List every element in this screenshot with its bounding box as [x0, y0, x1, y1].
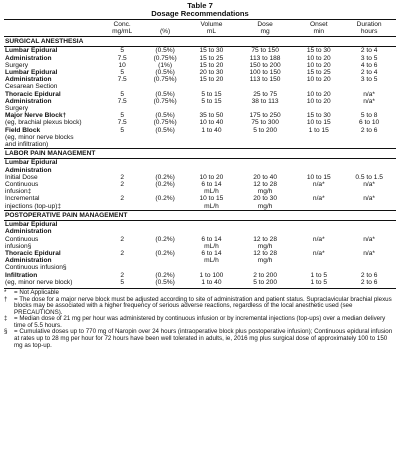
cell-duration	[342, 243, 396, 250]
cell-volume: 5 to 15	[201, 90, 222, 98]
cell-volume: 5 to 15	[201, 97, 222, 105]
cell-conc-pct	[142, 134, 188, 141]
row-label: (eg, minor nerve blocks	[5, 133, 74, 141]
table-row	[4, 55, 396, 62]
cell-conc-mgml	[102, 141, 142, 149]
row-label: Continuous	[5, 235, 39, 243]
cell-volume: 1 to 40	[201, 278, 222, 286]
cell-conc-mgml: 2	[120, 271, 124, 279]
table-row	[4, 127, 396, 134]
cell-volume	[188, 105, 235, 112]
header-conc-pct: (%)	[142, 19, 188, 36]
cell-onset: 10 to 20	[306, 61, 331, 69]
cell-dose	[235, 134, 295, 141]
cell-dose: 38 to 113	[251, 97, 279, 105]
cell-volume: 6 to 14	[201, 181, 222, 189]
section-header	[4, 37, 396, 47]
table-row	[4, 243, 396, 250]
cell-conc-pct	[142, 83, 188, 90]
table-row	[4, 105, 396, 112]
cell-conc-pct: (0.75%)	[153, 119, 177, 127]
table-row	[4, 134, 396, 141]
cell-dose	[235, 83, 295, 90]
cell-onset	[295, 134, 342, 141]
cell-volume	[188, 159, 235, 174]
cell-duration: n/a*	[363, 97, 375, 105]
cell-conc-mgml	[102, 264, 142, 271]
cell-conc-pct: (0.75%)	[153, 76, 177, 84]
table-row	[4, 119, 396, 126]
header-dose: Dose mg	[235, 19, 295, 36]
cell-volume: 15 to 25	[199, 54, 224, 62]
cell-conc-pct	[142, 188, 188, 195]
header-conc-mgml: Conc. mg/mL	[102, 19, 142, 36]
footnote-symbol: †	[4, 295, 8, 303]
cell-onset: n/a*	[312, 195, 325, 203]
table-subtitle: Dosage Recommendations	[151, 9, 249, 19]
cell-volume: 10 to 15	[199, 195, 224, 203]
cell-conc-pct	[142, 159, 188, 174]
row-label: Thoracic Epidural	[5, 249, 61, 257]
cell-duration: 0.5 to 1.5	[355, 173, 383, 181]
cell-volume: 1 to 40	[201, 126, 222, 134]
cell-conc-mgml	[102, 159, 142, 174]
cell-conc-mgml	[102, 203, 142, 211]
row-label: Administration	[5, 257, 52, 265]
cell-volume: mL/h	[204, 202, 219, 210]
cell-duration	[342, 134, 396, 141]
row-label: infusion‡	[5, 188, 32, 196]
cell-conc-pct: (0.2%)	[155, 173, 175, 181]
table-row	[4, 221, 396, 236]
row-label: Surgery	[5, 105, 29, 113]
row-label: Major Nerve Block†	[5, 112, 67, 120]
footnote-symbol: ‡	[4, 315, 8, 323]
cell-duration: n/a*	[363, 195, 375, 203]
footnote-text: = Median dose of 21 mg per hour was administered by continuous infusion or by incremental injections (top-ups) over a median delivery time of 5.5 hours.	[14, 315, 386, 329]
table-row	[4, 159, 396, 174]
table-row	[4, 264, 396, 271]
cell-conc-pct	[142, 141, 188, 149]
cell-conc-mgml: 2	[120, 235, 124, 243]
cell-duration: 2 to 6	[360, 271, 378, 279]
row-label: Infiltration	[5, 271, 38, 279]
cell-volume	[188, 83, 235, 90]
cell-dose: 150 to 200	[249, 61, 281, 69]
cell-onset: 1 to 5	[310, 278, 328, 286]
cell-dose: 5 to 200	[253, 278, 278, 286]
row-label: Thoracic Epidural	[5, 90, 61, 98]
cell-dose: mg/h	[257, 202, 273, 210]
table-row	[4, 236, 396, 243]
table-title: Table 7	[187, 1, 213, 10]
cell-onset	[295, 203, 342, 211]
cell-volume: mL/h	[204, 188, 219, 196]
table-row	[4, 257, 396, 264]
table-row	[4, 83, 396, 90]
cell-duration: 6 to 10	[359, 119, 380, 127]
header-blank	[4, 19, 102, 36]
footnote-text: = Not Applicable	[14, 288, 59, 296]
cell-duration	[342, 188, 396, 195]
cell-duration: 2 to 6	[360, 278, 378, 286]
cell-volume: 35 to 50	[199, 112, 224, 120]
cell-duration: 3 to 5	[360, 76, 378, 84]
row-label: Administration	[5, 97, 52, 105]
row-label: Initial Dose	[5, 173, 38, 181]
table-row	[4, 98, 396, 105]
cell-conc-mgml: 7.5	[117, 119, 127, 127]
row-label: Incremental	[5, 195, 40, 203]
table-titles	[4, 2, 396, 19]
cell-duration	[342, 264, 396, 271]
footnotes	[4, 288, 396, 349]
row-label: Lumbar Epidural	[5, 47, 58, 55]
cell-conc-mgml: 5	[120, 126, 124, 134]
footnote-text: = The dose for a major nerve block must be adjusted according to site of administration and patient status. Supraclavicular brachial plexus blocks may be associated with a higher frequency of serious adverse reactions, regardless of the local anesthetic used (see PRECAUTIONS).	[14, 295, 392, 316]
table-row	[4, 279, 396, 286]
cell-duration: n/a*	[363, 249, 375, 257]
cell-duration: 2 to 6	[360, 126, 378, 134]
cell-duration: 2 to 4	[360, 69, 378, 77]
header-row	[4, 19, 396, 36]
cell-volume: 10 to 20	[199, 173, 224, 181]
cell-conc-pct: (0.2%)	[155, 235, 175, 243]
cell-conc-pct	[142, 264, 188, 271]
cell-duration	[342, 159, 396, 174]
cell-conc-mgml: 7.5	[117, 97, 127, 105]
table-row	[4, 250, 396, 257]
cell-onset: 10 to 20	[306, 76, 331, 84]
row-label: Field Block	[5, 126, 41, 134]
cell-duration	[342, 221, 396, 236]
cell-conc-mgml: 2	[120, 249, 124, 257]
cell-onset	[295, 105, 342, 112]
table-row	[4, 47, 396, 55]
cell-onset: 10 to 15	[306, 173, 331, 181]
cell-conc-pct: (0.5%)	[155, 278, 175, 286]
cell-dose: 12 to 28	[253, 249, 278, 257]
cell-dose: 20 to 40	[253, 173, 278, 181]
cell-conc-pct	[142, 105, 188, 112]
row-label: Lumbar Epidural	[5, 69, 58, 77]
cell-duration: 4 to 6	[360, 61, 378, 69]
cell-conc-pct: (0.5%)	[155, 90, 175, 98]
footnote-symbol: *	[4, 288, 7, 296]
cell-onset: 10 to 20	[306, 90, 331, 98]
table-row	[4, 174, 396, 181]
cell-conc-mgml	[102, 243, 142, 250]
cell-dose: 25 to 75	[253, 90, 278, 98]
cell-duration: 3 to 5	[360, 54, 378, 62]
cell-conc-pct	[142, 203, 188, 211]
cell-onset: 10 to 15	[306, 119, 331, 127]
cell-conc-mgml: 2	[120, 173, 124, 181]
cell-dose	[235, 159, 295, 174]
cell-conc-mgml: 7.5	[117, 54, 127, 62]
row-label: injections (top-up)‡	[5, 202, 62, 210]
cell-dose	[235, 264, 295, 271]
cell-volume	[188, 221, 235, 236]
cell-onset: 15 to 25	[306, 69, 331, 77]
cell-dose: 12 to 28	[253, 181, 278, 189]
cell-onset: 1 to 15	[308, 126, 329, 134]
row-label: Lumbar Epidural Administration	[5, 159, 58, 174]
cell-conc-mgml	[102, 257, 142, 264]
cell-onset: n/a*	[312, 181, 325, 189]
cell-conc-mgml: 10	[118, 61, 126, 69]
cell-volume: 15 to 20	[199, 61, 224, 69]
cell-onset	[295, 141, 342, 149]
table-row	[4, 91, 396, 98]
cell-onset: n/a*	[312, 235, 325, 243]
cell-conc-pct: (0.2%)	[155, 195, 175, 203]
cell-dose	[235, 105, 295, 112]
cell-duration	[342, 203, 396, 211]
cell-onset	[295, 264, 342, 271]
cell-dose: 75 to 150	[251, 47, 279, 55]
row-label: Administration	[5, 54, 52, 62]
row-label: and infiltration)	[5, 141, 49, 149]
cell-onset: 15 to 30	[306, 47, 331, 55]
table-row	[4, 188, 396, 195]
cell-conc-pct	[142, 257, 188, 264]
cell-dose: mg/h	[257, 257, 273, 265]
cell-conc-mgml: 5	[120, 69, 124, 77]
cell-conc-mgml: 7.5	[117, 76, 127, 84]
table-row	[4, 76, 396, 83]
cell-volume	[188, 141, 235, 149]
cell-volume: mL/h	[204, 242, 219, 250]
cell-conc-pct: (0.2%)	[155, 181, 175, 189]
cell-conc-pct: (0.5%)	[155, 126, 175, 134]
cell-conc-pct: (0.2%)	[155, 271, 175, 279]
section-title: LABOR PAIN MANAGEMENT	[4, 149, 396, 159]
cell-dose: 12 to 28	[253, 235, 278, 243]
row-label: Continuous	[5, 181, 39, 189]
cell-conc-mgml	[102, 105, 142, 112]
cell-volume: 1 to 100	[199, 271, 224, 279]
cell-volume: 6 to 14	[201, 249, 222, 257]
cell-dose: 100 to 150	[249, 69, 281, 77]
cell-duration: n/a*	[363, 181, 375, 189]
cell-volume: 20 to 30	[199, 69, 224, 77]
cell-dose: 113 to 150	[249, 76, 281, 84]
cell-volume	[188, 264, 235, 271]
section-title: SURGICAL ANESTHESIA	[4, 37, 396, 47]
cell-onset	[295, 83, 342, 90]
cell-conc-pct: (0.5%)	[155, 69, 175, 77]
row-label: Continuous infusion§	[5, 264, 67, 272]
cell-conc-mgml: 5	[120, 278, 124, 286]
cell-duration: 5 to 8	[360, 112, 378, 120]
cell-conc-pct	[142, 221, 188, 236]
cell-dose: mg/h	[257, 242, 273, 250]
cell-onset: 10 to 20	[306, 54, 331, 62]
cell-duration	[342, 257, 396, 264]
table-row	[4, 112, 396, 119]
row-label: infusion§	[5, 242, 32, 250]
dosage-table	[4, 19, 396, 286]
cell-duration: n/a*	[363, 235, 375, 243]
cell-conc-pct	[142, 243, 188, 250]
cell-conc-mgml: 5	[120, 90, 124, 98]
cell-conc-mgml: 5	[120, 47, 124, 55]
section-header	[4, 210, 396, 220]
cell-conc-pct: (1%)	[158, 61, 173, 69]
cell-conc-mgml: 5	[120, 112, 124, 120]
cell-onset: 1 to 5	[310, 271, 328, 279]
cell-volume: 15 to 30	[199, 47, 224, 55]
dosage-table-page	[4, 2, 396, 349]
footnote-symbol: §	[4, 328, 8, 336]
cell-duration	[342, 141, 396, 149]
cell-dose: mg/h	[257, 188, 273, 196]
footnote-text: = Cumulative doses up to 770 mg of Naropin over 24 hours (intraoperative block plus postoperative infusion); Continuous epidural infusion at rates up to 28 mg per hour for 72 hours have been well tolerated in adults, ie, 2016 mg plus surgical dose of approximately 100 to 150 mg as top-up.	[14, 328, 393, 349]
table-row	[4, 203, 396, 211]
cell-volume: 6 to 14	[201, 235, 222, 243]
cell-volume: 10 to 40	[199, 119, 224, 127]
cell-dose: 2 to 200	[253, 271, 278, 279]
table-row	[4, 141, 396, 149]
cell-volume: mL/h	[204, 257, 219, 265]
cell-duration: 2 to 4	[360, 47, 378, 55]
footnote	[4, 329, 396, 349]
cell-conc-mgml: 2	[120, 195, 124, 203]
cell-dose: 20 to 30	[253, 195, 278, 203]
cell-conc-pct: (0.2%)	[155, 249, 175, 257]
table-row	[4, 62, 396, 69]
section-header	[4, 149, 396, 159]
row-label: Cesarean Section	[5, 83, 58, 91]
row-label: Lumbar Epidural Administration	[5, 221, 58, 236]
cell-conc-pct: (0.75%)	[153, 54, 177, 62]
header-onset: Onset min	[295, 19, 342, 36]
row-label: (eg, brachial plexus block)	[5, 119, 82, 127]
cell-duration	[342, 83, 396, 90]
cell-conc-mgml	[102, 221, 142, 236]
cell-volume: 15 to 20	[199, 76, 224, 84]
cell-duration: n/a*	[363, 90, 375, 98]
row-label: (eg, minor nerve block)	[5, 278, 73, 286]
cell-duration	[342, 105, 396, 112]
table-body	[4, 37, 396, 286]
footnote	[4, 297, 396, 317]
cell-onset: 10 to 20	[306, 97, 331, 105]
header-duration: Duration hours	[342, 19, 396, 36]
cell-dose	[235, 141, 295, 149]
cell-conc-mgml	[102, 83, 142, 90]
cell-onset: 15 to 30	[306, 112, 331, 120]
cell-onset	[295, 159, 342, 174]
section-title: POSTOPERATIVE PAIN MANAGEMENT	[4, 210, 396, 220]
cell-volume	[188, 134, 235, 141]
cell-dose: 113 to 188	[249, 54, 281, 62]
table-row	[4, 272, 396, 279]
cell-conc-pct: (0.5%)	[155, 47, 175, 55]
cell-onset: n/a*	[312, 249, 325, 257]
cell-dose: 75 to 300	[251, 119, 279, 127]
cell-onset	[295, 188, 342, 195]
cell-dose	[235, 221, 295, 236]
table-row	[4, 181, 396, 188]
cell-onset	[295, 243, 342, 250]
cell-onset	[295, 221, 342, 236]
cell-dose: 5 to 200	[253, 126, 278, 134]
cell-conc-mgml	[102, 188, 142, 195]
cell-conc-mgml	[102, 134, 142, 141]
row-label: Administration	[5, 76, 52, 84]
cell-dose: 175 to 250	[249, 112, 281, 120]
header-volume: Volume mL	[188, 19, 235, 36]
table-row	[4, 69, 396, 76]
cell-onset	[295, 257, 342, 264]
cell-conc-mgml: 2	[120, 181, 124, 189]
row-label: Surgery	[5, 61, 29, 69]
table-row	[4, 195, 396, 202]
cell-conc-pct: (0.5%)	[155, 112, 175, 120]
cell-conc-pct: (0.75%)	[153, 97, 177, 105]
